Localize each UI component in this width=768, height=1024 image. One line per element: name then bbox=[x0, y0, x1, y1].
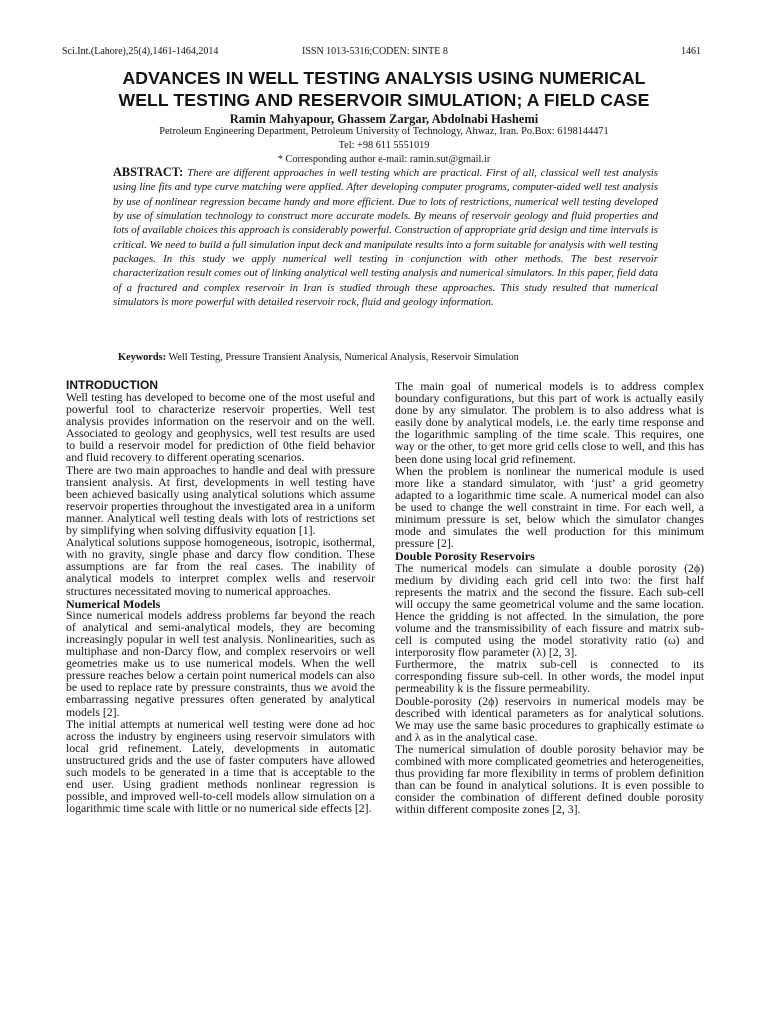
section-heading-introduction: INTRODUCTION bbox=[66, 378, 158, 392]
keywords-text: Well Testing, Pressure Transient Analysis, Numerical Analysis, Reservoir Simulation bbox=[168, 352, 519, 363]
keywords-label: Keywords: bbox=[118, 352, 167, 363]
corresponding-author-line: * Corresponding author e-mail: ramin.sut@gmail.ir bbox=[277, 154, 491, 165]
left-column bbox=[66, 378, 375, 815]
paragraph: When the problem is nonlinear the numerical module is used more like a standard simulator, with ‘just’ a grid geometry adapted to a logarithmic time scale. A numerical model can also be used to change the well constraint in time. For each well, a minimum pressure is set, below which the simulator changes mode and simulates the well production for this minimum pressure [2]. bbox=[395, 464, 704, 551]
affiliation-block bbox=[0, 125, 768, 167]
keywords-line bbox=[118, 351, 678, 364]
abstract-block: ABSTRACT: There are different approaches in well testing which are practical. First of all, classical well test analysis using line fits and type curve matching were applied. After developing computer programs, computer-aided well test analysis by use of nonlinear regression became handy and more efficient. Due to lots of restrictions, numerical well testing developed by use of simulation technology to construct more accurate models. By means of reservoir geology and fluid properties and lots of available choices this approach is considerably powerful. Construction of appropriate grid design and time intervals is critical. We need to build a full simulation input deck and manipulate results into a form suitable for analysis with well testing packages. In this study we apply numerical well testing in conjunction with other methods. The best reservoir characterization result comes out of linking analytical well testing analysis and numerical simulators. In this paper, field data of a fractured and complex reservoir in Iran is studied through these approaches. This study resulted that numerical simulators is more powerful with detailed reservoir rock, fluid and geology information. bbox=[113, 165, 659, 309]
title-line-1: ADVANCES IN WELL TESTING ANALYSIS USING NUMERICAL bbox=[122, 68, 646, 88]
title-line-2: WELL TESTING AND RESERVOIR SIMULATION; A FIELD CASE bbox=[118, 89, 650, 110]
paragraph: Double-porosity (2ϕ) reservoirs in numerical models may be described with identical parameters as for analytical solutions. We may use the same basic procedures to graphically estimate ω and λ as in the analytical case. bbox=[395, 694, 704, 744]
paragraph: There are two main approaches to handle and deal with pressure transient analysis. At first, developments in well testing have been achieved basically using analytical solutions which assume reservoir properties throughout the investigated area in a uniform manner. Analytical well testing deals with lots of restrictions set by simplifying when solving diffusivity equation [1]. bbox=[66, 463, 375, 538]
paper-title bbox=[0, 68, 768, 111]
page-number: 1461 bbox=[681, 46, 701, 57]
paragraph: Since numerical models address problems far beyond the reach of analytical and semi-analytical models, they are becoming increasingly popular in well test analysis. Nonlinearities, such as multiphase and non-Darcy flow, and complex reservoirs or well geometries make us to use numerical models. When the well pressure reaches below a certain point numerical models can also be used to replace rate by pressure constraints, thus we avoid the embarrassing negative pressures often generated by analytical models [2]. bbox=[66, 608, 375, 719]
telephone-line: Tel: +98 611 5551019 bbox=[338, 140, 430, 151]
paragraph: The numerical models can simulate a double porosity (2ϕ) medium by dividing each grid cell into two: the first half represents the matrix and the second the fissure. Each sub-cell will occupy the same geometrical volume and the same location. Hence the gridding is not affected. In the simulation, the pore volume and the transmissibility of each fissure and matrix sub-cell is computed using the model storativity ratio (ω) and interporosity flow parameter (λ) [2, 3]. bbox=[395, 561, 704, 660]
right-column bbox=[395, 381, 704, 816]
paragraph: The numerical simulation of double porosity behavior may be combined with more complicated geometries and heterogeneities, thus providing far more flexibility in terms of problem definition than can be found in analytical solutions. It is even possible to consider the combination of different defined double porosity within different composite zones [2, 3]. bbox=[395, 742, 704, 817]
paragraph: Well testing has developed to become one of the most useful and powerful tool to characterize reservoir properties. Well test analysis provides information on the reservoir and on the well. Associated to geology and geophysics, well test results are used to build a reservoir model for prediction of 0the field behavior and fluid recovery to different operating scenarios. bbox=[66, 391, 375, 465]
abstract-text: There are different approaches in well testing which are practical. First of all, classical well test analysis using line fits and type curve matching were applied. After developing computer programs, computer-aided well test analysis by use of nonlinear regression became handy and more efficient. Due to lots of restrictions, numerical well testing developed by use of simulation technology to construct more accurate models. By means of reservoir geology and fluid properties and lots of available choices this approach is considerably powerful. Construction of appropriate grid design and time intervals is critical. We need to build a full simulation input deck and manipulate results into a form suitable for analysis with well testing packages. In this study we apply numerical well testing in conjunction with other methods. The best reservoir characterization result comes out of linking analytical well testing analysis and numerical simulators. In this paper, field data of a fractured and complex reservoir in Iran is studied through these approaches. This study resulted that numerical simulators is more powerful with detailed reservoir rock, fluid and geology information. bbox=[113, 167, 659, 309]
subsection-heading-double-porosity: Double Porosity Reservoirs bbox=[395, 549, 535, 564]
paragraph: The main goal of numerical models is to address complex boundary configurations, but this part of work is actually easily done by any simulator. The problem is to also address what is easily done by analytical models, i.e. the early time response and the logarithmic sampling of the time scale. This requires, one way or the other, to get more grid cells close to well, and this has been done using local grid refinement. bbox=[395, 380, 704, 466]
subsection-heading-numerical-models: Numerical Models bbox=[66, 596, 161, 611]
paragraph: The initial attempts at numerical well testing were done ad hoc across the industry by engineers using reservoir simulators with local grid refinement. Lately, developments in automatic unstructured grids and the use of faster computers have allowed such models to be generated in a time that is acceptable to the end user. Using gradient methods nonlinear regression is possible, and improved well-to-cell models allow simulation on a logarithmic time scale with little or no numerical side effects [2]. bbox=[66, 717, 375, 816]
running-header-issn: ISSN 1013-5316;CODEN: SINTE 8 bbox=[302, 46, 448, 57]
author-list: Ramin Mahyapour, Ghassem Zargar, Abdolnabi Hashemi bbox=[229, 112, 539, 126]
running-header-citation: Sci.Int.(Lahore),25(4),1461-1464,2014 bbox=[62, 46, 219, 57]
paragraph: Furthermore, the matrix sub-cell is connected to its corresponding fissure sub-cell. In other words, the model input permeability k is the fissure permeability. bbox=[395, 658, 704, 696]
abstract-heading: ABSTRACT bbox=[113, 165, 180, 179]
affiliation-line: Petroleum Engineering Department, Petroleum University of Technology, Ahwaz, Iran. Po.Box: 6198144471 bbox=[159, 126, 609, 137]
paragraph: Analytical solutions suppose homogeneous, isotropic, isothermal, with no gravity, single phase and darcy flow condition. These assumptions are far from the real cases. The inability of analytical models to interpret complex wells and reservoir structures necessitated moving to numerical approaches. bbox=[66, 536, 375, 598]
